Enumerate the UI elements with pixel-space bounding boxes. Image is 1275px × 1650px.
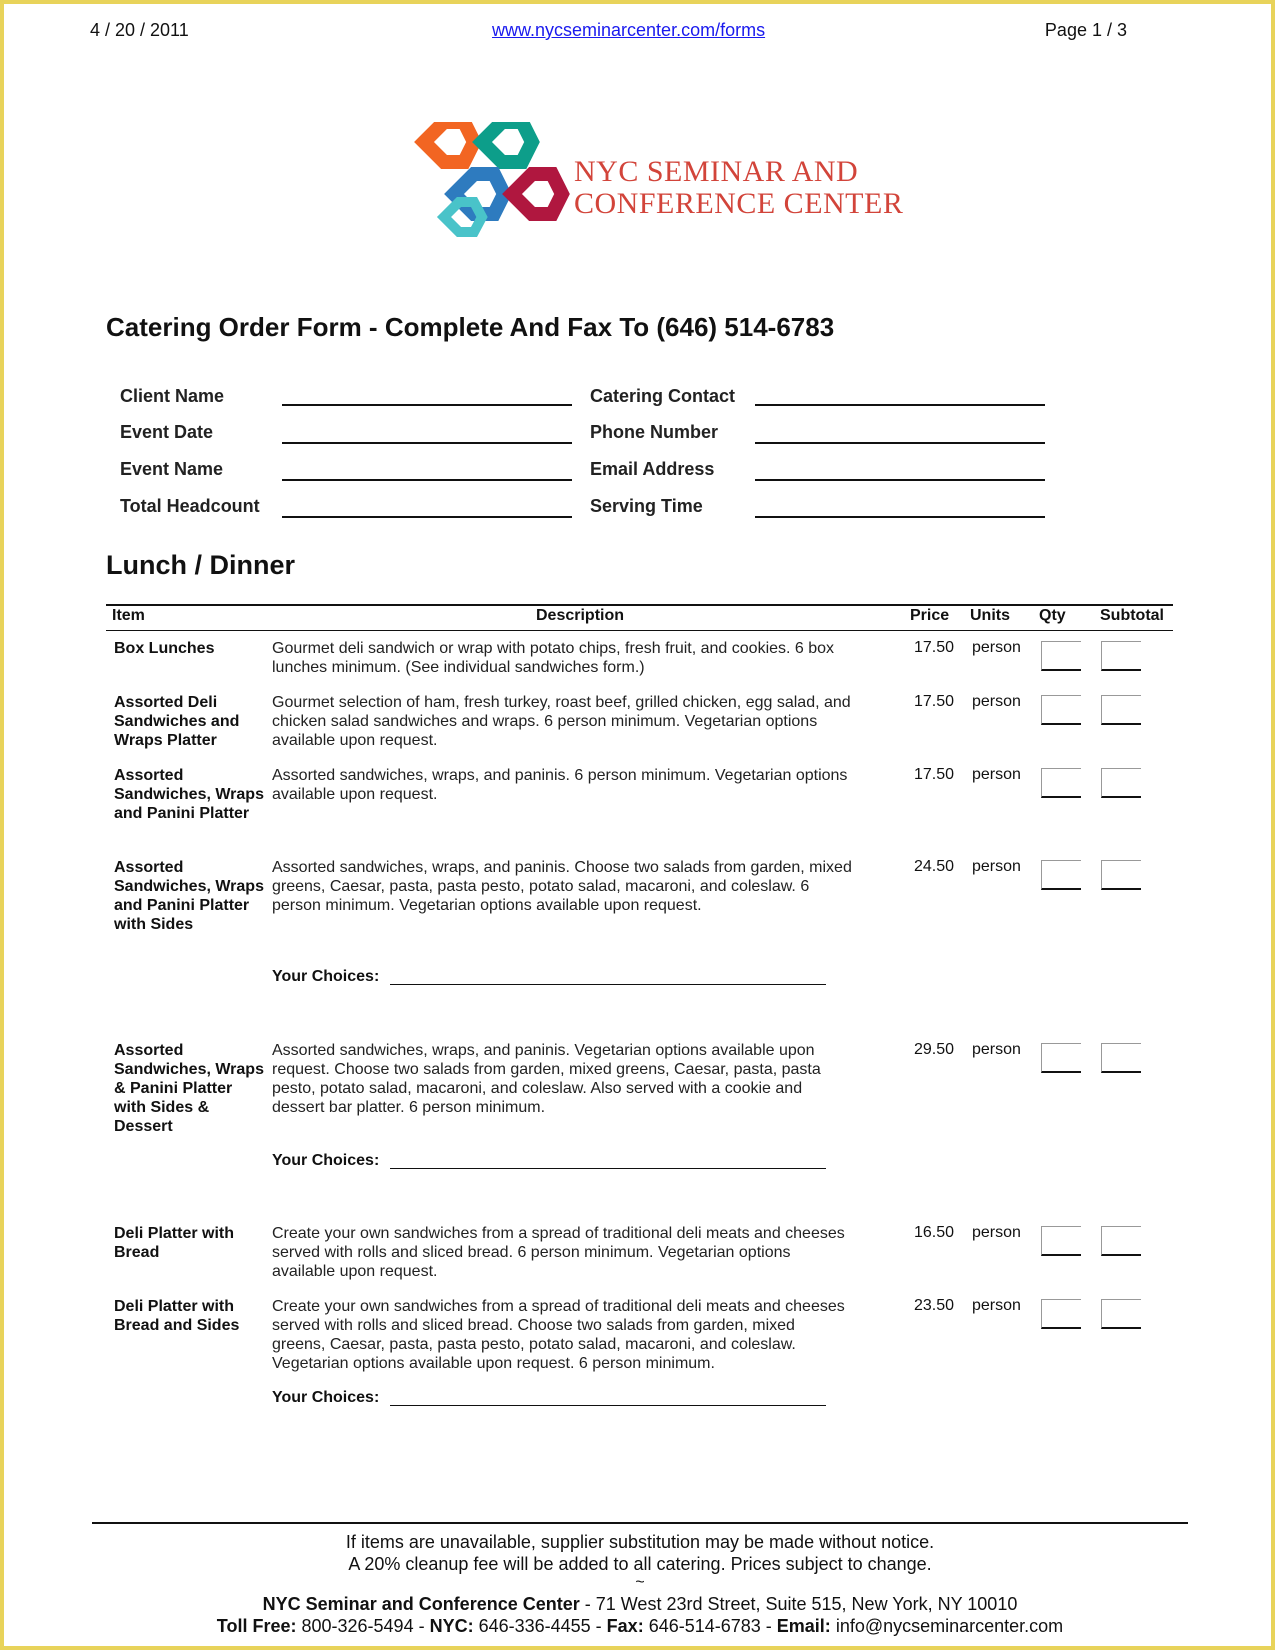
col-header-subtotal: Subtotal [1100,607,1164,624]
nyc-value: 646-336-4455 - [473,1616,607,1636]
footer-note-2: A 20% cleanup fee will be added to all catering. Prices subject to change. [348,1554,932,1574]
your-choices-label: Your Choices: [272,968,380,985]
phone-number-label: Phone Number [590,422,719,442]
subtotal-input[interactable] [1101,1226,1141,1256]
logo-wordmark [574,156,903,220]
form-title: Catering Order Form - Complete And Fax To (646) 514-6783 [106,312,835,342]
your-choices-label: Your Choices: [272,1152,380,1169]
footer-rule [92,1522,1188,1524]
your-choices-label: Your Choices: [272,1389,380,1406]
row-price: 17.50 [913,693,954,710]
row-unit: person [972,1041,1021,1058]
email-label: Email: [776,1616,831,1636]
serving-time-field[interactable] [755,516,1045,518]
row-item-name: Assorted Sandwiches, Wraps & Panini Platter with Sides & Dessert [114,1042,264,1135]
subtotal-input[interactable] [1101,768,1141,798]
email-address-field[interactable] [755,479,1045,481]
client-name-field[interactable] [282,404,572,406]
table-header-rule [106,630,1173,631]
your-choices-field[interactable] [390,1168,826,1169]
subtotal-input[interactable] [1101,1043,1141,1073]
row-description: Assorted sandwiches, wraps, and paninis. Vegetarian options available upon request. Choose two salads from garden, mixed greens, Caesar, pasta, pasta pesto, potato salad, macaroni, and coleslaw. Also served with a cookie and dessert bar platter. 6 person minimum. [272,1042,821,1116]
subtotal-input[interactable] [1101,860,1141,890]
serving-time-label: Serving Time [590,496,703,516]
headcount-label: Total Headcount [120,496,260,516]
row-item-name: Assorted Sandwiches, Wraps and Panini Platter [114,767,264,822]
row-item-name: Assorted Deli Sandwiches and Wraps Platter [114,694,240,749]
qty-input[interactable] [1041,1299,1081,1329]
event-date-label: Event Date [120,422,214,442]
row-price: 23.50 [913,1297,954,1314]
footer-contacts [92,1616,1188,1637]
tollfree-value: 800-326-5494 - [296,1616,430,1636]
event-date-field[interactable] [282,442,572,444]
footer-org: NYC Seminar and Conference Center [262,1594,580,1614]
row-item-name: Box Lunches [114,640,215,657]
col-header-qty: Qty [1039,607,1066,624]
table-top-rule [106,604,1173,606]
row-description: Create your own sandwiches from a spread of traditional deli meats and cheeses served with rolls and sliced bread. Choose two salads from garden, mixed greens, Caesar, pasta, pasta pesto, potato salad, macaroni, and coleslaw. Vegetarian options available upon request. 6 person minimum. [272,1298,845,1372]
email-value: info@nycseminarcenter.com [830,1616,1064,1636]
col-header-description: Description [536,607,625,624]
event-name-label: Event Name [120,459,224,479]
forms-link[interactable]: www.nycseminarcenter.com/forms [492,20,766,40]
qty-input[interactable] [1041,860,1081,890]
phone-number-field[interactable] [755,442,1045,444]
fax-label: Fax: [606,1616,644,1636]
qty-input[interactable] [1041,1043,1081,1073]
tollfree-label: Toll Free: [216,1616,297,1636]
row-price: 17.50 [913,766,954,783]
email-address-label: Email Address [590,459,715,479]
row-unit: person [972,1297,1021,1314]
page-number: Page 1 / 3 [1044,20,1127,40]
row-description: Assorted sandwiches, wraps, and paninis. Choose two salads from garden, mixed greens, Caesar, pasta, pasta pesto, potato salad, macaroni, and coleslaw. 6 person minimum. Vegetarian options available upon request. [272,859,852,914]
footer-tilde: ~ [635,1574,645,1591]
row-unit: person [972,1224,1021,1241]
headcount-field[interactable] [282,516,572,518]
row-unit: person [972,639,1021,656]
row-unit: person [972,693,1021,710]
client-name-label: Client Name [120,386,225,406]
row-unit: person [972,766,1021,783]
event-name-field[interactable] [282,479,572,481]
logo-line-1: NYC SEMINAR AND [574,155,859,188]
col-header-price: Price [910,607,950,624]
row-description: Create your own sandwiches from a spread of traditional deli meats and cheeses served with rolls and sliced bread. 6 person minimum. Vegetarian options available upon request. [272,1225,845,1280]
subtotal-input[interactable] [1101,641,1141,671]
catering-contact-label: Catering Contact [590,386,736,406]
col-header-units: Units [970,607,1010,624]
row-price: 17.50 [913,639,954,656]
row-item-name: Assorted Sandwiches, Wraps and Panini Platter with Sides [114,859,264,933]
logo-line-2: CONFERENCE CENTER [574,187,904,220]
your-choices-field[interactable] [390,1405,826,1406]
qty-input[interactable] [1041,1226,1081,1256]
row-description: Gourmet deli sandwich or wrap with potato chips, fresh fruit, and cookies. 6 box lunches minimum. (See individual sandwiches form.) [272,640,835,676]
qty-input[interactable] [1041,641,1081,671]
row-price: 29.50 [913,1041,954,1058]
nyc-label: NYC: [429,1616,474,1636]
row-item-name: Deli Platter with Bread [114,1225,235,1261]
footer-address [92,1594,1188,1615]
footer-note-1: If items are unavailable, supplier substitution may be made without notice. [345,1532,935,1552]
col-header-item: Item [112,607,145,624]
qty-input[interactable] [1041,768,1081,798]
row-description: Gourmet selection of ham, fresh turkey, roast beef, grilled chicken, egg salad, and chicken salad sandwiches and wraps. 6 person minimum. Vegetarian options available upon request. [272,694,851,749]
subtotal-input[interactable] [1101,1299,1141,1329]
subtotal-input[interactable] [1101,695,1141,725]
row-price: 24.50 [913,858,954,875]
qty-input[interactable] [1041,695,1081,725]
print-date: 4 / 20 / 2011 [90,20,189,40]
row-item-name: Deli Platter with Bread and Sides [114,1298,240,1334]
footer-address-text: - 71 West 23rd Street, Suite 515, New York, NY 10010 [579,1594,1018,1614]
catering-contact-field[interactable] [755,404,1045,406]
row-description: Assorted sandwiches, wraps, and paninis. 6 person minimum. Vegetarian options available upon request. [272,767,848,803]
row-price: 16.50 [913,1224,954,1241]
section-title: Lunch / Dinner [106,550,295,580]
your-choices-field[interactable] [390,984,826,985]
row-unit: person [972,858,1021,875]
fax-value: 646-514-6783 - [643,1616,777,1636]
